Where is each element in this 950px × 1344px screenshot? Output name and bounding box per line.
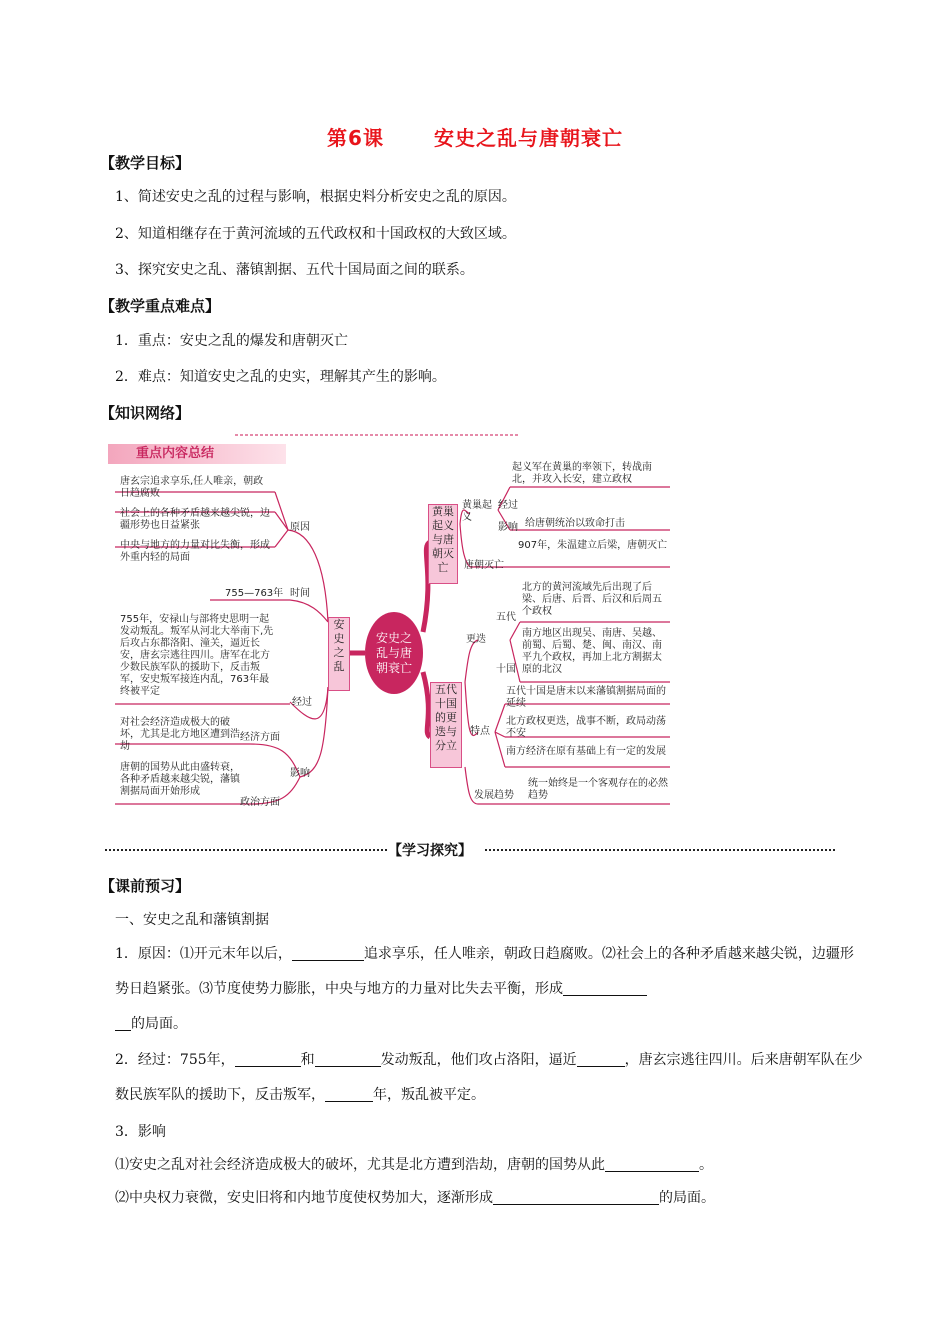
tang-end-text: 907年，朱温建立后梁，唐朝灭亡 <box>518 540 668 551</box>
goal-item: 3、探究安史之乱、藩镇割据、五代十国局面之间的联系。 <box>115 262 474 278</box>
impact-item: ⑵中央权力衰微，安史旧将和内地节度使权势加大，逐渐形成 的局面。 <box>115 1190 715 1206</box>
preview-process: 2．经过：755年， 和 发动叛乱，他们攻占洛阳，逼近 ，唐玄宗逃往四川。后来唐朝军队在少数民族军队的援助下，反击叛军， 年，叛乱被平定。 <box>115 1052 863 1103</box>
goal-item: 1、简述安史之乱的过程与影响，根据史料分析安史之乱的原因。 <box>115 189 516 205</box>
pol-text: 唐朝的国势从此由盛转衰，各种矛盾越来越尖锐，藩镇割据局面开始形成 <box>120 762 240 797</box>
page-title <box>0 122 950 151</box>
mindmap-hub-right-top: 黄巢起义与唐朝灭亡 <box>428 504 458 584</box>
preview-section: 一、安史之乱和藩镇割据 <box>115 912 269 928</box>
mindmap-hub-right-bottom: 五代十国的更迭与分立 <box>430 682 462 768</box>
impact-heading: 3．影响 <box>115 1124 166 1140</box>
network-heading: 【知识网络】 <box>100 404 191 422</box>
feature-text: 南方经济在原有基础上有一定的发展 <box>506 746 666 757</box>
rt-process-label: 经过 <box>498 500 518 511</box>
reason-label: 原因 <box>290 522 310 533</box>
trend-text: 统一始终是一个客观存在的必然趋势 <box>528 778 668 801</box>
impact-label: 影响 <box>290 768 310 779</box>
preview-heading: 【课前预习】 <box>100 877 191 895</box>
preview-reason: 1．原因：⑴开元末年以后， 追求享乐，任人唯亲，朝政日趋腐败。⑵社会上的各种矛盾越来越尖锐，边疆形势日趋紧张。⑶节度使势力膨胀，中央与地方的力量对比失去平衡，形成 的局面。 <box>115 946 854 1032</box>
pol-label: 政治方面 <box>240 797 280 808</box>
rt-impact-label: 影响 <box>498 522 518 533</box>
process-label: 经过 <box>292 697 312 708</box>
ten-text: 南方地区出现吴、南唐、吴越、前蜀、后蜀、楚、闽、南汉、南平九个政权，再加上北方割据太原的北汉 <box>522 628 662 675</box>
lesson-number: 第6课 <box>327 126 384 150</box>
mindmap-hub-left: 安史之乱 <box>328 617 350 691</box>
impact-item: ⑴安史之乱对社会经济造成极大的破坏，尤其是北方遭到浩劫，唐朝的国势从此 。 <box>115 1157 713 1173</box>
rt-process-text: 起义军在黄巢的率领下，转战南北，并攻入长安，建立政权 <box>512 462 652 485</box>
knowledge-mindmap <box>100 432 670 818</box>
mindmap-banner: 重点内容总结 <box>108 444 286 464</box>
goals-heading: 【教学目标】 <box>100 154 191 172</box>
time-label: 时间 <box>290 588 310 599</box>
reason-text: 中央与地方的力量对比失衡，形成外重内轻的局面 <box>120 540 270 563</box>
explore-heading: 【学习探究】 <box>388 843 472 859</box>
rt-impact-text: 给唐朝统治以致命打击 <box>525 518 625 529</box>
huangchao-label: 黄巢起义 <box>462 500 492 523</box>
ten-label: 十国 <box>496 664 516 675</box>
reason-text: 社会上的各种矛盾越来越尖锐，边疆形势也日益紧张 <box>120 508 270 531</box>
time-value: 755—763年 <box>225 588 284 599</box>
explore-divider <box>100 838 840 862</box>
econ-text: 对社会经济造成极大的破坏，尤其是北方地区遭到浩劫 <box>120 717 240 752</box>
feature-text: 北方政权更迭，战事不断，政局动荡不安 <box>506 716 666 739</box>
feature-label: 特点 <box>470 726 490 737</box>
keypoint-item: 1．重点：安史之乱的爆发和唐朝灭亡 <box>115 333 348 349</box>
econ-label: 经济方面 <box>240 732 280 743</box>
five-label: 五代 <box>496 612 516 623</box>
mindmap-center: 安史之乱与唐朝衰亡 <box>365 612 423 694</box>
five-text: 北方的黄河流域先后出现了后梁、后唐、后晋、后汉和后周五个政权 <box>522 582 662 617</box>
process-text: 755年，安禄山与部将史思明一起发动叛乱。叛军从河北大举南下,先后攻占东都洛阳、潼关，逼近长安，唐玄宗逃往四川。唐军在北方少数民族军队的援助下，反击叛军，安史叛军接连内乱，763年最终被平定 <box>120 614 274 697</box>
change-label: 更迭 <box>466 634 486 645</box>
lesson-name: 安史之乱与唐朝衰亡 <box>433 126 623 150</box>
keypoints-heading: 【教学重点难点】 <box>100 297 221 315</box>
feature-text: 五代十国是唐末以来藩镇割据局面的延续 <box>506 686 666 709</box>
reason-text: 唐玄宗追求享乐,任人唯亲，朝政日趋腐败 <box>120 476 264 499</box>
trend-label: 发展趋势 <box>474 790 514 801</box>
keypoint-item: 2．难点：知道安史之乱的史实，理解其产生的影响。 <box>115 369 446 385</box>
tang-end-label: 唐朝灭亡 <box>464 560 504 571</box>
goal-item: 2、知道相继存在于黄河流域的五代政权和十国政权的大致区域。 <box>115 226 516 242</box>
